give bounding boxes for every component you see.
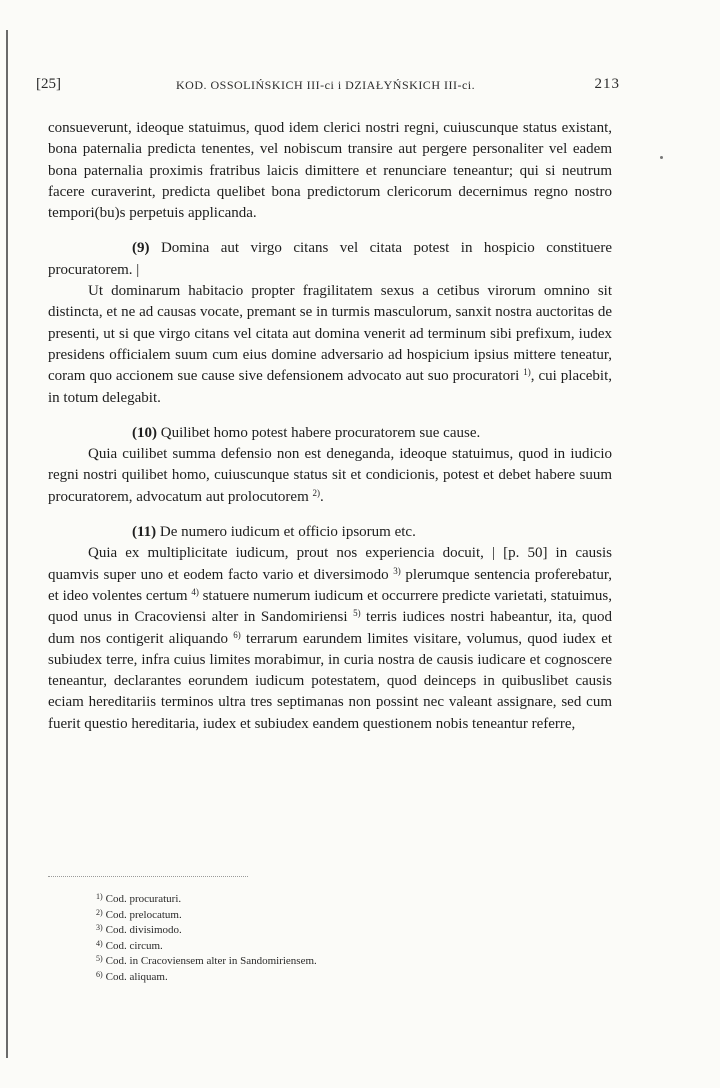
paragraph-4-text-a: Quia ex multiplicitate iudicum, prout nos experiencia docuit, | [p. 50] in causis quamvis super uno et eodem facto vario et diversimodo [48,545,612,583]
footnote-mark: 4) [96,938,103,948]
paragraph-2 [48,281,612,409]
section-heading-11 [48,522,612,543]
paragraph-3-text: Quia cuilibet summa defensio non est deneganda, ideoque statuimus, quod in iudicio regni nostri quilibet homo, cuiuscunque status sit et condicionis, potest et debet habere suum procuratorem, advocatum aut prolocutorem [48,446,612,505]
section-number-9: (9) [132,240,150,257]
footnote-ref-5: 5) [353,608,361,619]
footnote-ref-4: 4) [191,586,199,597]
footnote-ref-6: 6) [233,629,241,640]
section-number-11: (11) [132,524,157,541]
section-number-10: (10) [132,424,157,441]
page-edge-line [6,30,8,1058]
footnote-text: Cod. circum. [105,939,163,952]
paragraph-4 [48,543,612,735]
page-number: 213 [594,76,620,92]
paragraph-3 [48,444,612,508]
paragraph-4-text-d: terris iudices nostri habeantur, ita, quod dum nos contigerit aliquando [48,609,613,647]
footnotes [96,892,317,985]
footnote-mark: 6) [96,969,103,979]
section-title-11: De numero iudicum et officio ipsorum etc. [159,524,416,541]
paragraph-2-text: Ut dominarum habitacio propter fragilitatem sexus a cetibus virorum omnino sit distincta, et ne ad causas vocate, premant se in turmis masculorum, sanxit nostra auctoritas de presenti, ut si que virgo citans vel citata aut domina venerit ad terminum sibi prefixum, iudex presidens officialem suum cum eius domine adversario ad hospicium ipsius mittere teneatur, coram quo accionem sue cause sive defensionem advocato aut suo procuratori [48,283,612,385]
footnote [96,908,317,924]
running-header [36,76,620,100]
footnote [96,892,317,908]
footnote-ref-3: 3) [393,565,401,576]
section-title-9: Domina aut virgo citans vel citata potest in hospicio constituere procuratorem. | [48,240,612,278]
footnote [96,970,317,986]
main-text [48,118,612,735]
footnote [96,923,317,939]
footnote-mark: 1) [96,892,103,901]
footnote-text: Cod. in Cracoviensem alter in Sandomiriensem. [105,955,317,967]
paragraph-2-end: , cui placebit, in totum delegabit. [48,368,613,406]
section-heading-10 [48,423,612,444]
paragraph-4-text-e: terrarum earundem limites visitare, volumus, quod iudex et subiudex terre, infra cuius limites morabimur, in curia nostra de causis iudicare et cognoscere teneantur, declarantes eorundem iudicum potestatem, quod deinceps in quibuslibet causis eciam hereditariis terminos ultra tres septimanas non possint nec valeant assignare, sed cum fuerit questio hereditaria, iudex et subiudex eandem questionem nobis teneantur referre, [48,630,613,732]
footnote-text: Cod. prelocatum. [105,908,182,921]
footnote-mark: 5) [96,954,103,963]
paragraph-1: consueverunt, ideoque statuimus, quod idem clerici nostri regni, cuiuscunque status existant, bona paternalia predicta tenentes, vel nobiscum transire aut pergere personaliter vel eadem bona paternalia proximis fratribus laicis dimittere et renunciare teneantur; qui si neutrum facere curaverint, predicta quelibet bona predictorum clericorum decernimus regno nostro tempori(bu)s perpetuis applicanda. [48,120,612,222]
footnote-text: Cod. aliquam. [105,970,168,983]
scan-speck [660,156,663,159]
footnote-mark: 2) [96,907,103,917]
footnote-separator [48,876,248,878]
paragraph-4-text-b: plerumque sentencia proferebatur, et ideo volentes certum [48,566,612,604]
footnote-mark: 3) [96,923,103,932]
section-title-10: Quilibet homo potest habere procuratorem sue cause. [160,424,481,441]
footnote [96,939,317,955]
footnote-text: Cod. procuraturi. [105,893,182,905]
paragraph-3-end: . [320,488,324,505]
running-title: KOD. OSSOLIŃSKICH III-ci i DZIAŁYŃSKICH III-ci. [176,78,476,92]
footnote-ref-1: 1) [523,367,531,378]
signature-mark: [25] [36,76,61,92]
footnote-text: Cod. divisimodo. [105,924,182,936]
footnote-ref-2: 2) [312,487,320,498]
paragraph-4-text-c: statuere numerum iudicum et occurrere predicte varietati, statuimus, quod unus in Cracoviensi alter in Sandomiriensi [48,587,612,626]
section-heading-9 [48,238,612,281]
footnote [96,954,317,970]
